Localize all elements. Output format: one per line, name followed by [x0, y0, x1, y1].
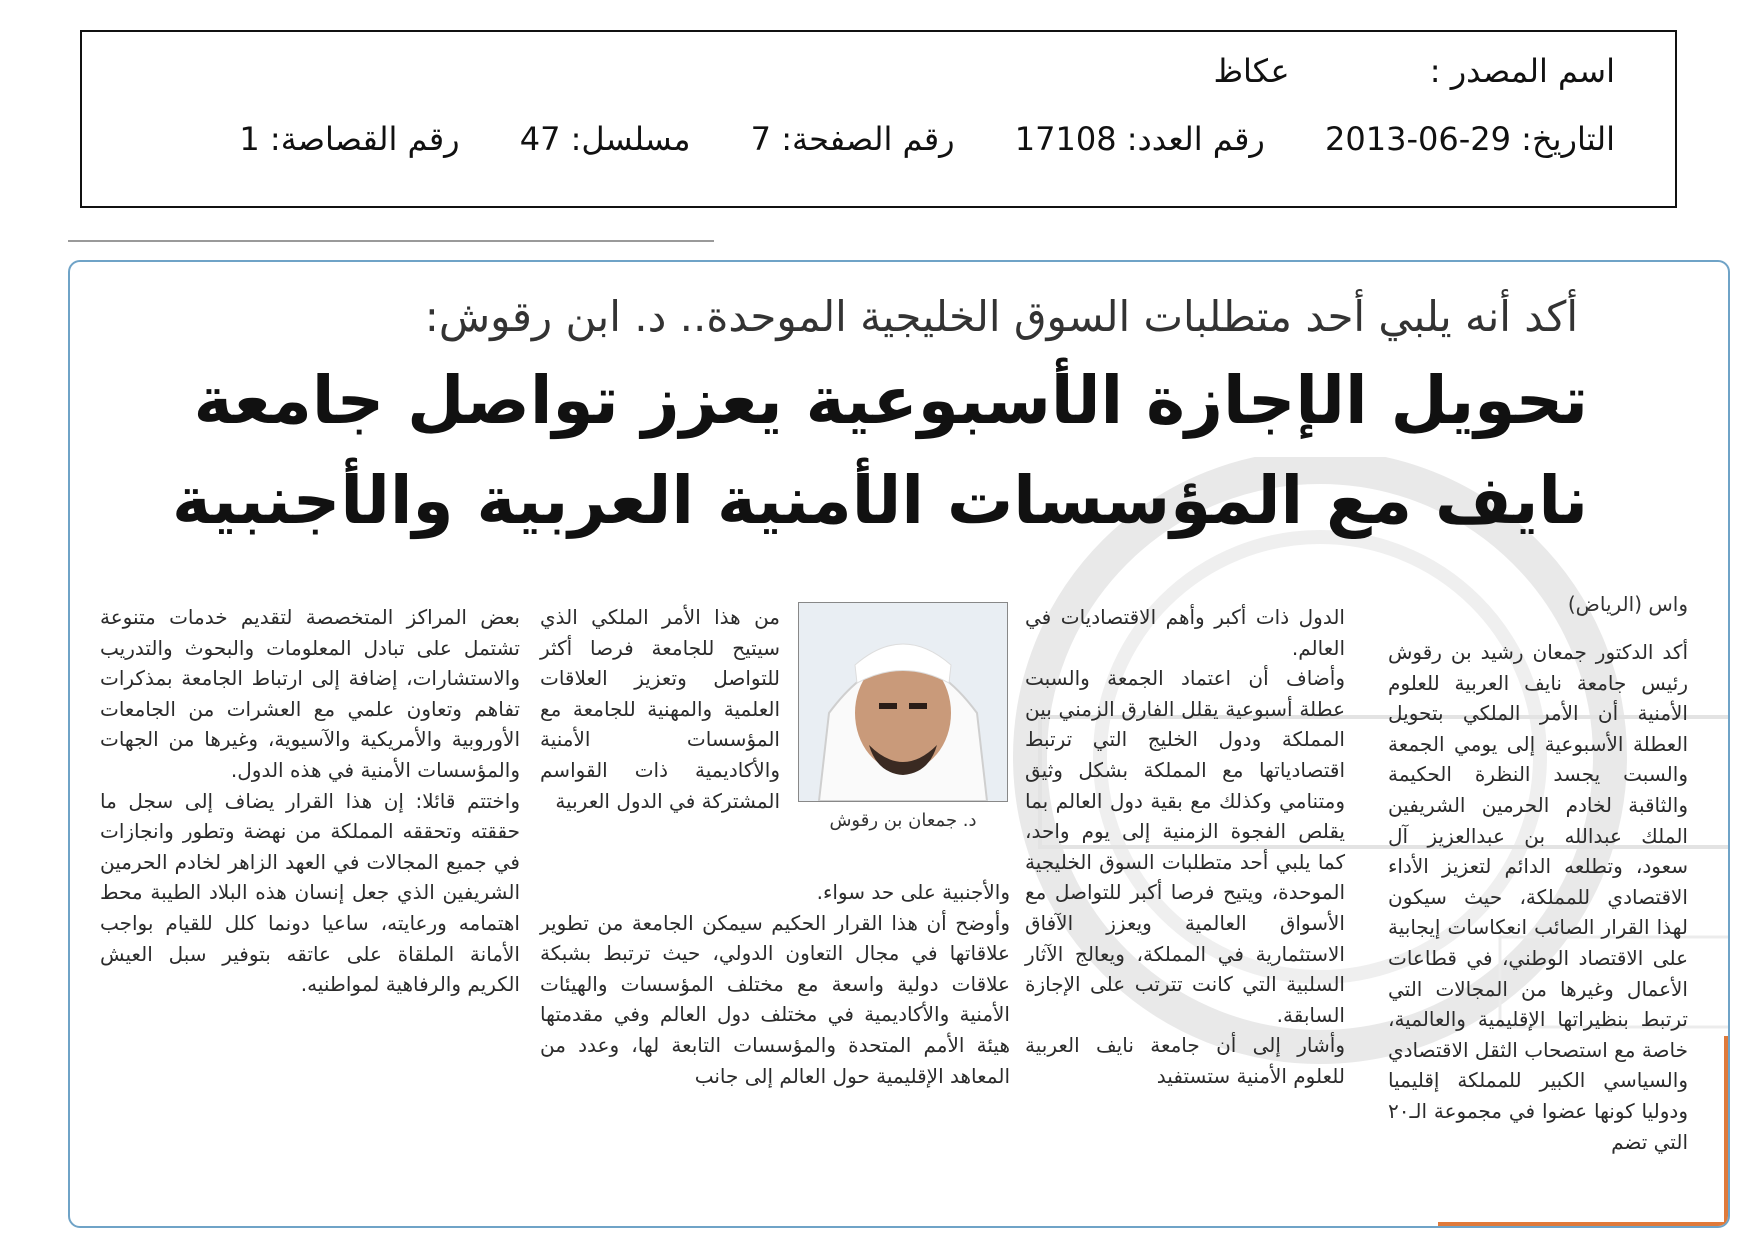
issue-row	[239, 120, 1615, 158]
article-column-4	[100, 602, 520, 1000]
serial-field: مسلسل: 47	[519, 120, 691, 158]
author-photo	[798, 602, 1008, 802]
paragraph: بعض المراكز المتخصصة لتقديم خدمات متنوعة تشتمل على تبادل المعلومات والبحوث والتدريب والاستشارات، إضافة إلى ارتباط الجامعة بمذكرات تفاهم وتعاون علمي مع العشرات من الجامعات الأوروبية والأمريكية والآسيوية، وغيرها من الجهات والمؤسسات الأمنية في هذه الدول.	[100, 605, 520, 782]
source-label: اسم المصدر :	[1429, 52, 1615, 90]
article-dateline: واس (الرياض)	[1567, 592, 1688, 616]
photo-caption: د. جمعان بن رقوش	[829, 810, 977, 831]
paragraph: الدول ذات أكبر وأهم الاقتصاديات في العالم.	[1025, 605, 1345, 660]
paragraph: واختتم قائلا: إن هذا القرار يضاف إلى سجل ما حققته وتحققه المملكة من نهضة وتطور وانجازات في جميع المجالات في العهد الزاهر لخادم الحرمين الشريفين الذي جعل إنسان هذه البلاد الطيبة محط اهتمامه ورعايته، ساعيا دونما كلل للقيام بواجب الأمانة الملقاة على عاتقه بتوفير سبل العيش الكريم والرفاهية لمواطنيه.	[100, 788, 520, 997]
corner-accent	[1438, 1036, 1728, 1226]
article-column-3-top	[540, 602, 780, 816]
source-value: عكاظ	[1213, 52, 1290, 90]
headline-line-2: نايف مع المؤسسات الأمنية العربية والأجنبية	[171, 462, 1588, 539]
headline-line-1: تحويل الإجازة الأسبوعية يعزز تواصل جامعة	[193, 362, 1588, 439]
paragraph: والأجنبية على حد سواء.	[816, 880, 1010, 904]
page-field: رقم الصفحة: 7	[750, 120, 955, 158]
source-row	[1213, 52, 1615, 90]
issue-field: رقم العدد: 17108	[1014, 120, 1265, 158]
article-column-3-bottom	[540, 877, 1010, 1091]
paragraph: من هذا الأمر الملكي الذي سيتيح للجامعة فرصا أكثر للتواصل وتعزيز العلاقات العلمية والمهنية للجامعة مع المؤسسات الأمنية والأكاديمية ذات القواسم المشتركة في الدول العربية	[540, 605, 780, 813]
paragraph: وأشار إلى أن جامعة نايف العربية للعلوم الأمنية ستستفيد	[1025, 1033, 1345, 1088]
paragraph: أكد الدكتور جمعان رشيد بن رقوش رئيس جامعة نايف العربية للعلوم الأمنية أن الأمر الملكي بتحويل العطلة الأسبوعية إلى يومي الجمعة والسبت يجسد النظرة الحكيمة والثاقبة لخادم الحرمين الشريفين الملك عبدالله بن عبدالعزيز آل سعود، وتطلعه الدائم لتعزيز الأداء الاقتصادي للمملكة، حيث سيكون لهذا القرار الصائب انعكاسات إيجابية على الاقتصاد الوطني، في قطاعات الأعمال وغيرها من المجالات التي ترتبط بنظيراتها الإقليمية والعالمية، خاصة مع استصحاب الثقل الاقتصادي والسياسي الكبير للمملكة إقليميا ودوليا كونها عضوا في مجموعة الـ٢٠ التي تضم	[1388, 640, 1688, 1154]
paragraph: وأضاف أن اعتماد الجمعة والسبت عطلة أسبوعية يقلل الفارق الزمني بين المملكة ودول الخليج التي ترتبط اقتصادياتها مع المملكة بشكل وثيق ومتنامي وكذلك مع بقية دول العالم بما يقلص الفجوة الزمنية إلى يوم واحد، كما يلبي أحد متطلبات السوق الخليجية الموحدة، ويتيح فرصا أكبر للتواصل مع الأسواق العالمية ويعزز الآفاق الاستثمارية في المملكة، ويعالج الآثار السلبية التي كانت تترتب على الإجازة السابقة.	[1025, 666, 1345, 1027]
article-kicker: أكد أنه يلبي أحد متطلبات السوق الخليجية الموحدة.. د. ابن رقوش:	[424, 292, 1578, 341]
divider-line	[68, 240, 714, 242]
newspaper-clipping	[68, 260, 1730, 1228]
clip-number-field: رقم القصاصة: 1	[239, 120, 460, 158]
article-column-2	[1025, 602, 1345, 1092]
paragraph: وأوضح أن هذا القرار الحكيم سيمكن الجامعة من تطوير علاقاتها في مجال التعاون الدولي، حيث ترتبط بشبكة علاقات دولية واسعة مع مختلف المؤسسات والهيئات الأمنية والأكاديمية في مختلف دول العالم وفي مقدمتها هيئة الأمم المتحدة والمؤسسات التابعة لها، وعدد من المعاهد الإقليمية حول العالم إلى جانب	[540, 910, 1010, 1088]
date-field: التاريخ: 29-06-2013	[1325, 120, 1615, 158]
portrait-image	[799, 603, 1007, 801]
clipping-metadata-box	[80, 30, 1677, 208]
